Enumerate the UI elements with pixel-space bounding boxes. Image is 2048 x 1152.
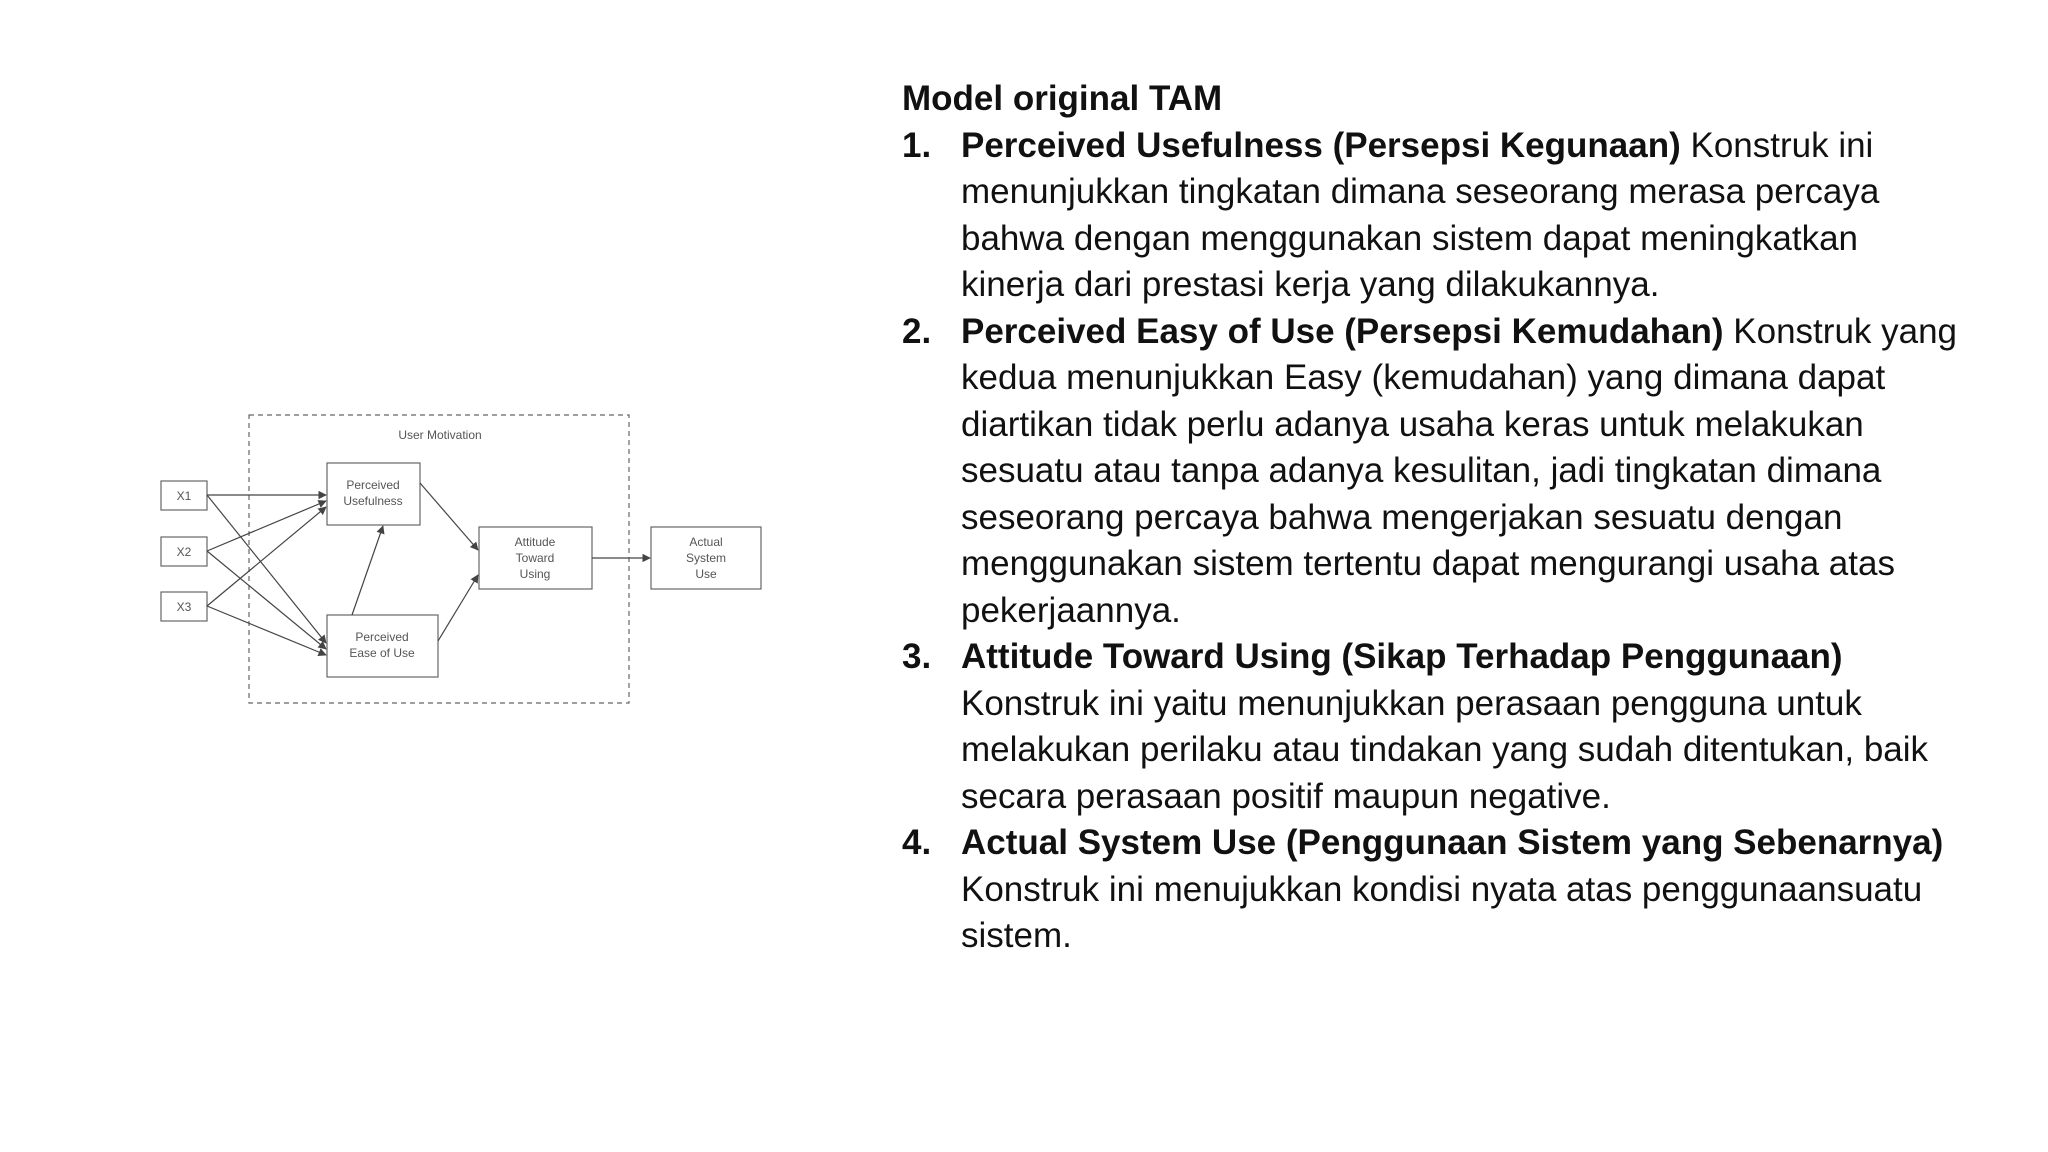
x1-label: X1	[176, 489, 192, 503]
perceived-ease-line1: Perceived	[355, 630, 409, 644]
page-title: Model original TAM	[902, 79, 1223, 118]
list-item	[902, 820, 1962, 960]
item-term: Attitude Toward Using (Sikap Terhadap Penggunaan)	[961, 637, 1843, 676]
x3-label: X3	[176, 600, 192, 614]
item-number: 1.	[902, 125, 932, 165]
item-number: 3.	[902, 637, 932, 676]
item-term: Perceived Easy of Use (Persepsi Kemudahan)	[961, 311, 1724, 351]
item-term: Actual System Use (Penggunaan Sistem yang Sebenarnya)	[961, 823, 1944, 862]
perceived-usefulness-line1: Perceived	[346, 478, 400, 492]
attitude-line2: Toward	[515, 551, 555, 565]
actual-use-line1: Actual	[689, 535, 723, 549]
perceived-ease-line2: Ease of Use	[349, 646, 415, 660]
actual-use-line3: Use	[695, 567, 717, 581]
item-number: 4.	[902, 823, 932, 862]
attitude-line1: Attitude	[514, 535, 556, 549]
item-description: Konstruk yang kedua menunjukkan Easy (kemudahan) yang dimana dapat diartikan tidak perlu adanya usaha keras untuk melakukan sesuatu atau tanpa adanya kesulitan, jadi tingkatan dimana seseorang percaya bahwa mengerjakan sesuatu dengan menggunakan sistem tertentu dapat mengurangi usaha atas pekerjaannya.	[961, 311, 1958, 630]
item-term: Perceived Usefulness (Persepsi Kegunaan)	[961, 125, 1681, 165]
tam-diagram	[150, 405, 780, 715]
list-item	[902, 309, 1962, 635]
list-item	[902, 634, 1962, 820]
item-description: Konstruk ini yaitu menunjukkan perasaan pengguna untuk melakukan perilaku atau tindakan yang sudah ditentukan, baik secara perasaan positif maupun negative.	[961, 683, 1929, 816]
list-item	[902, 123, 1962, 309]
actual-use-line2: System	[685, 551, 727, 565]
construct-list	[902, 123, 1962, 960]
attitude-line3: Using	[519, 567, 551, 581]
user-motivation-label: User Motivation	[398, 428, 482, 442]
item-description: Konstruk ini menunjukkan tingkatan dimana seseorang merasa percaya bahwa dengan menggunakan sistem dapat meningkatkan kinerja dari prestasi kerja yang dilakukannya.	[961, 125, 1880, 304]
item-description: Konstruk ini menujukkan kondisi nyata atas penggunaansuatu sistem.	[961, 869, 1923, 955]
text-panel	[902, 76, 1962, 960]
x2-label: X2	[176, 545, 192, 559]
perceived-usefulness-line2: Usefulness	[343, 494, 403, 508]
tam-diagram-svg	[150, 405, 780, 715]
input-arrows	[207, 495, 326, 655]
item-number: 2.	[902, 311, 932, 351]
